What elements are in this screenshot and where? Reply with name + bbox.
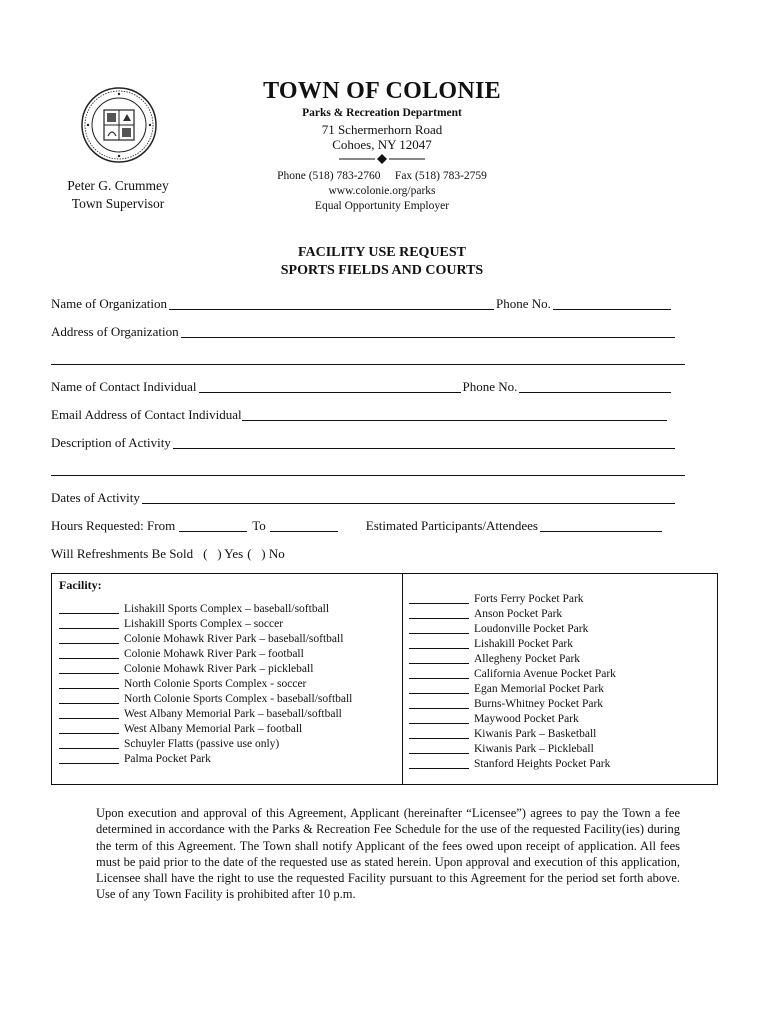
facility-checkline[interactable] — [59, 619, 119, 629]
email-row — [51, 407, 667, 423]
address-line-2: Cohoes, NY 12047 — [332, 137, 432, 152]
facility-checkline[interactable] — [409, 684, 469, 694]
facility-option-label: Palma Pocket Park — [124, 753, 211, 765]
facility-checkline[interactable] — [409, 699, 469, 709]
contact-name-label: Name of Contact Individual — [51, 379, 197, 394]
facility-option-label: Colonie Mohawk River Park – football — [124, 648, 304, 660]
facility-option[interactable] — [59, 647, 352, 662]
dates-row — [51, 490, 675, 506]
facility-option[interactable] — [59, 602, 352, 617]
activity-desc-label: Description of Activity — [51, 435, 171, 450]
facility-option-label: California Avenue Pocket Park — [474, 668, 616, 680]
facility-box — [51, 573, 718, 785]
activity-desc-row — [51, 435, 675, 451]
facility-option[interactable] — [59, 617, 352, 632]
facility-checkline[interactable] — [59, 679, 119, 689]
facility-option[interactable] — [59, 752, 352, 767]
participants-field[interactable] — [540, 520, 662, 532]
hours-from-field[interactable] — [179, 520, 247, 532]
supervisor-name: Peter G. Crummey — [67, 178, 169, 193]
form-subtitle: SPORTS FIELDS AND COURTS — [280, 263, 484, 278]
facility-checkline[interactable] — [59, 649, 119, 659]
email-label: Email Address of Contact Individual — [51, 407, 242, 422]
participants-label: Estimated Participants/Attendees — [365, 518, 538, 533]
facility-option[interactable] — [409, 712, 616, 727]
agreement-text: Upon execution and approval of this Agreement, Applicant (hereinafter “Licensee”) agrees to pay the Town a fee determined in accordance with the Parks & Recreation Fee Schedule for the use of the requested Facility(ies) during the term of this Agreement. The Town shall notify Applicant of the fees owed upon receipt of application. All fees must be paid prior to the date of the requested use as stated herein. Upon approval and execution of this application, Licensee shall have the right to use the requested Facility pursuant to this Agreement for the period set forth above. Use of any Town Facility is prohibited after 10 p.m. — [96, 806, 680, 902]
dates-label: Dates of Activity — [51, 490, 140, 505]
activity-desc-field-line2[interactable] — [51, 475, 685, 476]
town-seal-icon — [80, 86, 158, 164]
facility-option[interactable] — [409, 682, 616, 697]
facility-option[interactable] — [409, 727, 616, 742]
hours-row — [51, 518, 662, 534]
org-address-row — [51, 324, 675, 340]
website-link[interactable]: www.colonie.org/parks — [328, 185, 436, 197]
facility-column-divider — [402, 574, 403, 784]
supervisor-title: Town Supervisor — [71, 196, 165, 211]
facility-checkline[interactable] — [409, 669, 469, 679]
facility-option-label: North Colonie Sports Complex - baseball/softball — [124, 693, 353, 705]
supervisor-block — [40, 177, 196, 213]
facility-checkline[interactable] — [59, 694, 119, 704]
refreshments-row — [51, 546, 285, 562]
facility-checkline[interactable] — [409, 594, 469, 604]
facility-checkline[interactable] — [409, 624, 469, 634]
facility-option-label: Forts Ferry Pocket Park — [474, 593, 584, 605]
facility-option[interactable] — [59, 722, 352, 737]
org-name-row — [51, 296, 671, 312]
contact-name-field[interactable] — [199, 381, 461, 393]
facility-option-label: Lishakill Pocket Park — [474, 638, 574, 650]
facility-option-label: Colonie Mohawk River Park – baseball/softball — [124, 633, 344, 645]
facility-option[interactable] — [59, 737, 352, 752]
facility-option-label: Kiwanis Park – Basketball — [474, 728, 597, 740]
facility-option[interactable] — [59, 707, 352, 722]
org-address-label: Address of Organization — [51, 324, 179, 339]
facility-checkline[interactable] — [59, 754, 119, 764]
dates-field[interactable] — [142, 492, 675, 504]
facility-option[interactable] — [409, 667, 616, 682]
department-name: Parks & Recreation Department — [302, 107, 462, 119]
facility-checkline[interactable] — [59, 634, 119, 644]
contact-name-row — [51, 379, 671, 395]
refreshments-no-option[interactable]: ( ) No — [247, 546, 285, 561]
facility-option-label: West Albany Memorial Park – baseball/softball — [124, 708, 342, 720]
facility-option-label: Lishakill Sports Complex – soccer — [124, 618, 284, 630]
facility-list-left — [59, 602, 352, 767]
facility-option-label: Loudonville Pocket Park — [474, 623, 589, 635]
address-line-1: 71 Schermerhorn Road — [321, 122, 443, 137]
facility-checkline[interactable] — [409, 654, 469, 664]
facility-option-label: Allegheny Pocket Park — [474, 653, 581, 665]
org-address-field-line2[interactable] — [51, 364, 685, 365]
facility-option[interactable] — [409, 592, 616, 607]
facility-list-right — [409, 592, 616, 772]
facility-option-label: Kiwanis Park – Pickleball — [474, 743, 594, 755]
facility-option-label: West Albany Memorial Park – football — [124, 723, 303, 735]
eoe-statement: Equal Opportunity Employer — [314, 200, 450, 212]
facility-checkline[interactable] — [409, 744, 469, 754]
facility-option[interactable] — [409, 622, 616, 637]
facility-checkline[interactable] — [59, 739, 119, 749]
facility-checkline[interactable] — [409, 714, 469, 724]
contact-phone-field[interactable] — [519, 381, 671, 393]
facility-option[interactable] — [409, 637, 616, 652]
facility-option[interactable] — [59, 632, 352, 647]
facility-option[interactable] — [409, 607, 616, 622]
facility-option-label: Stanford Heights Pocket Park — [474, 758, 611, 770]
facility-label: Facility: — [59, 578, 102, 592]
facility-option-label: Colonie Mohawk River Park – pickleball — [124, 663, 314, 675]
hours-from-label: Hours Requested: From — [51, 518, 176, 533]
facility-option[interactable] — [59, 692, 352, 707]
facility-option-label: Burns-Whitney Pocket Park — [474, 698, 604, 710]
facility-option[interactable] — [409, 652, 616, 667]
contact-phone-label: Phone No. — [462, 379, 518, 394]
hours-to-field[interactable] — [270, 520, 338, 532]
email-field[interactable] — [242, 409, 667, 421]
facility-option[interactable] — [409, 697, 616, 712]
activity-desc-field[interactable] — [173, 437, 675, 449]
facility-checkline[interactable] — [409, 759, 469, 769]
org-phone-field[interactable] — [553, 298, 671, 310]
facility-checkline[interactable] — [59, 724, 119, 734]
facility-option[interactable] — [59, 677, 352, 692]
facility-checkline[interactable] — [59, 604, 119, 614]
org-phone-label: Phone No. — [496, 296, 551, 311]
org-name-field[interactable] — [169, 298, 494, 310]
org-address-field[interactable] — [181, 326, 675, 338]
refreshments-label: Will Refreshments Be Sold — [51, 546, 194, 561]
hours-to-label: To — [252, 518, 266, 533]
facility-checkline[interactable] — [59, 709, 119, 719]
facility-option-label: Egan Memorial Pocket Park — [474, 683, 604, 695]
refreshments-yes-option[interactable]: ( ) Yes — [203, 546, 244, 561]
phone-fax: Phone (518) 783-2760 Fax (518) 783-2759 — [277, 170, 487, 182]
facility-option-label: Lishakill Sports Complex – baseball/softball — [124, 603, 330, 615]
facility-option-label: North Colonie Sports Complex - soccer — [124, 678, 307, 690]
town-title: TOWN OF COLONIE — [263, 78, 501, 104]
facility-option-label: Anson Pocket Park — [474, 608, 563, 620]
diamond-divider-icon — [337, 150, 427, 164]
facility-option-label: Maywood Pocket Park — [474, 713, 579, 725]
facility-checkline[interactable] — [409, 609, 469, 619]
facility-checkline[interactable] — [59, 664, 119, 674]
facility-checkline[interactable] — [409, 729, 469, 739]
facility-option[interactable] — [59, 662, 352, 677]
form-title: FACILITY USE REQUEST — [297, 245, 467, 260]
org-name-label: Name of Organization — [51, 296, 167, 311]
facility-option-label: Schuyler Flatts (passive use only) — [124, 738, 280, 750]
facility-checkline[interactable] — [409, 639, 469, 649]
facility-option[interactable] — [409, 742, 616, 757]
facility-option[interactable] — [409, 757, 616, 772]
